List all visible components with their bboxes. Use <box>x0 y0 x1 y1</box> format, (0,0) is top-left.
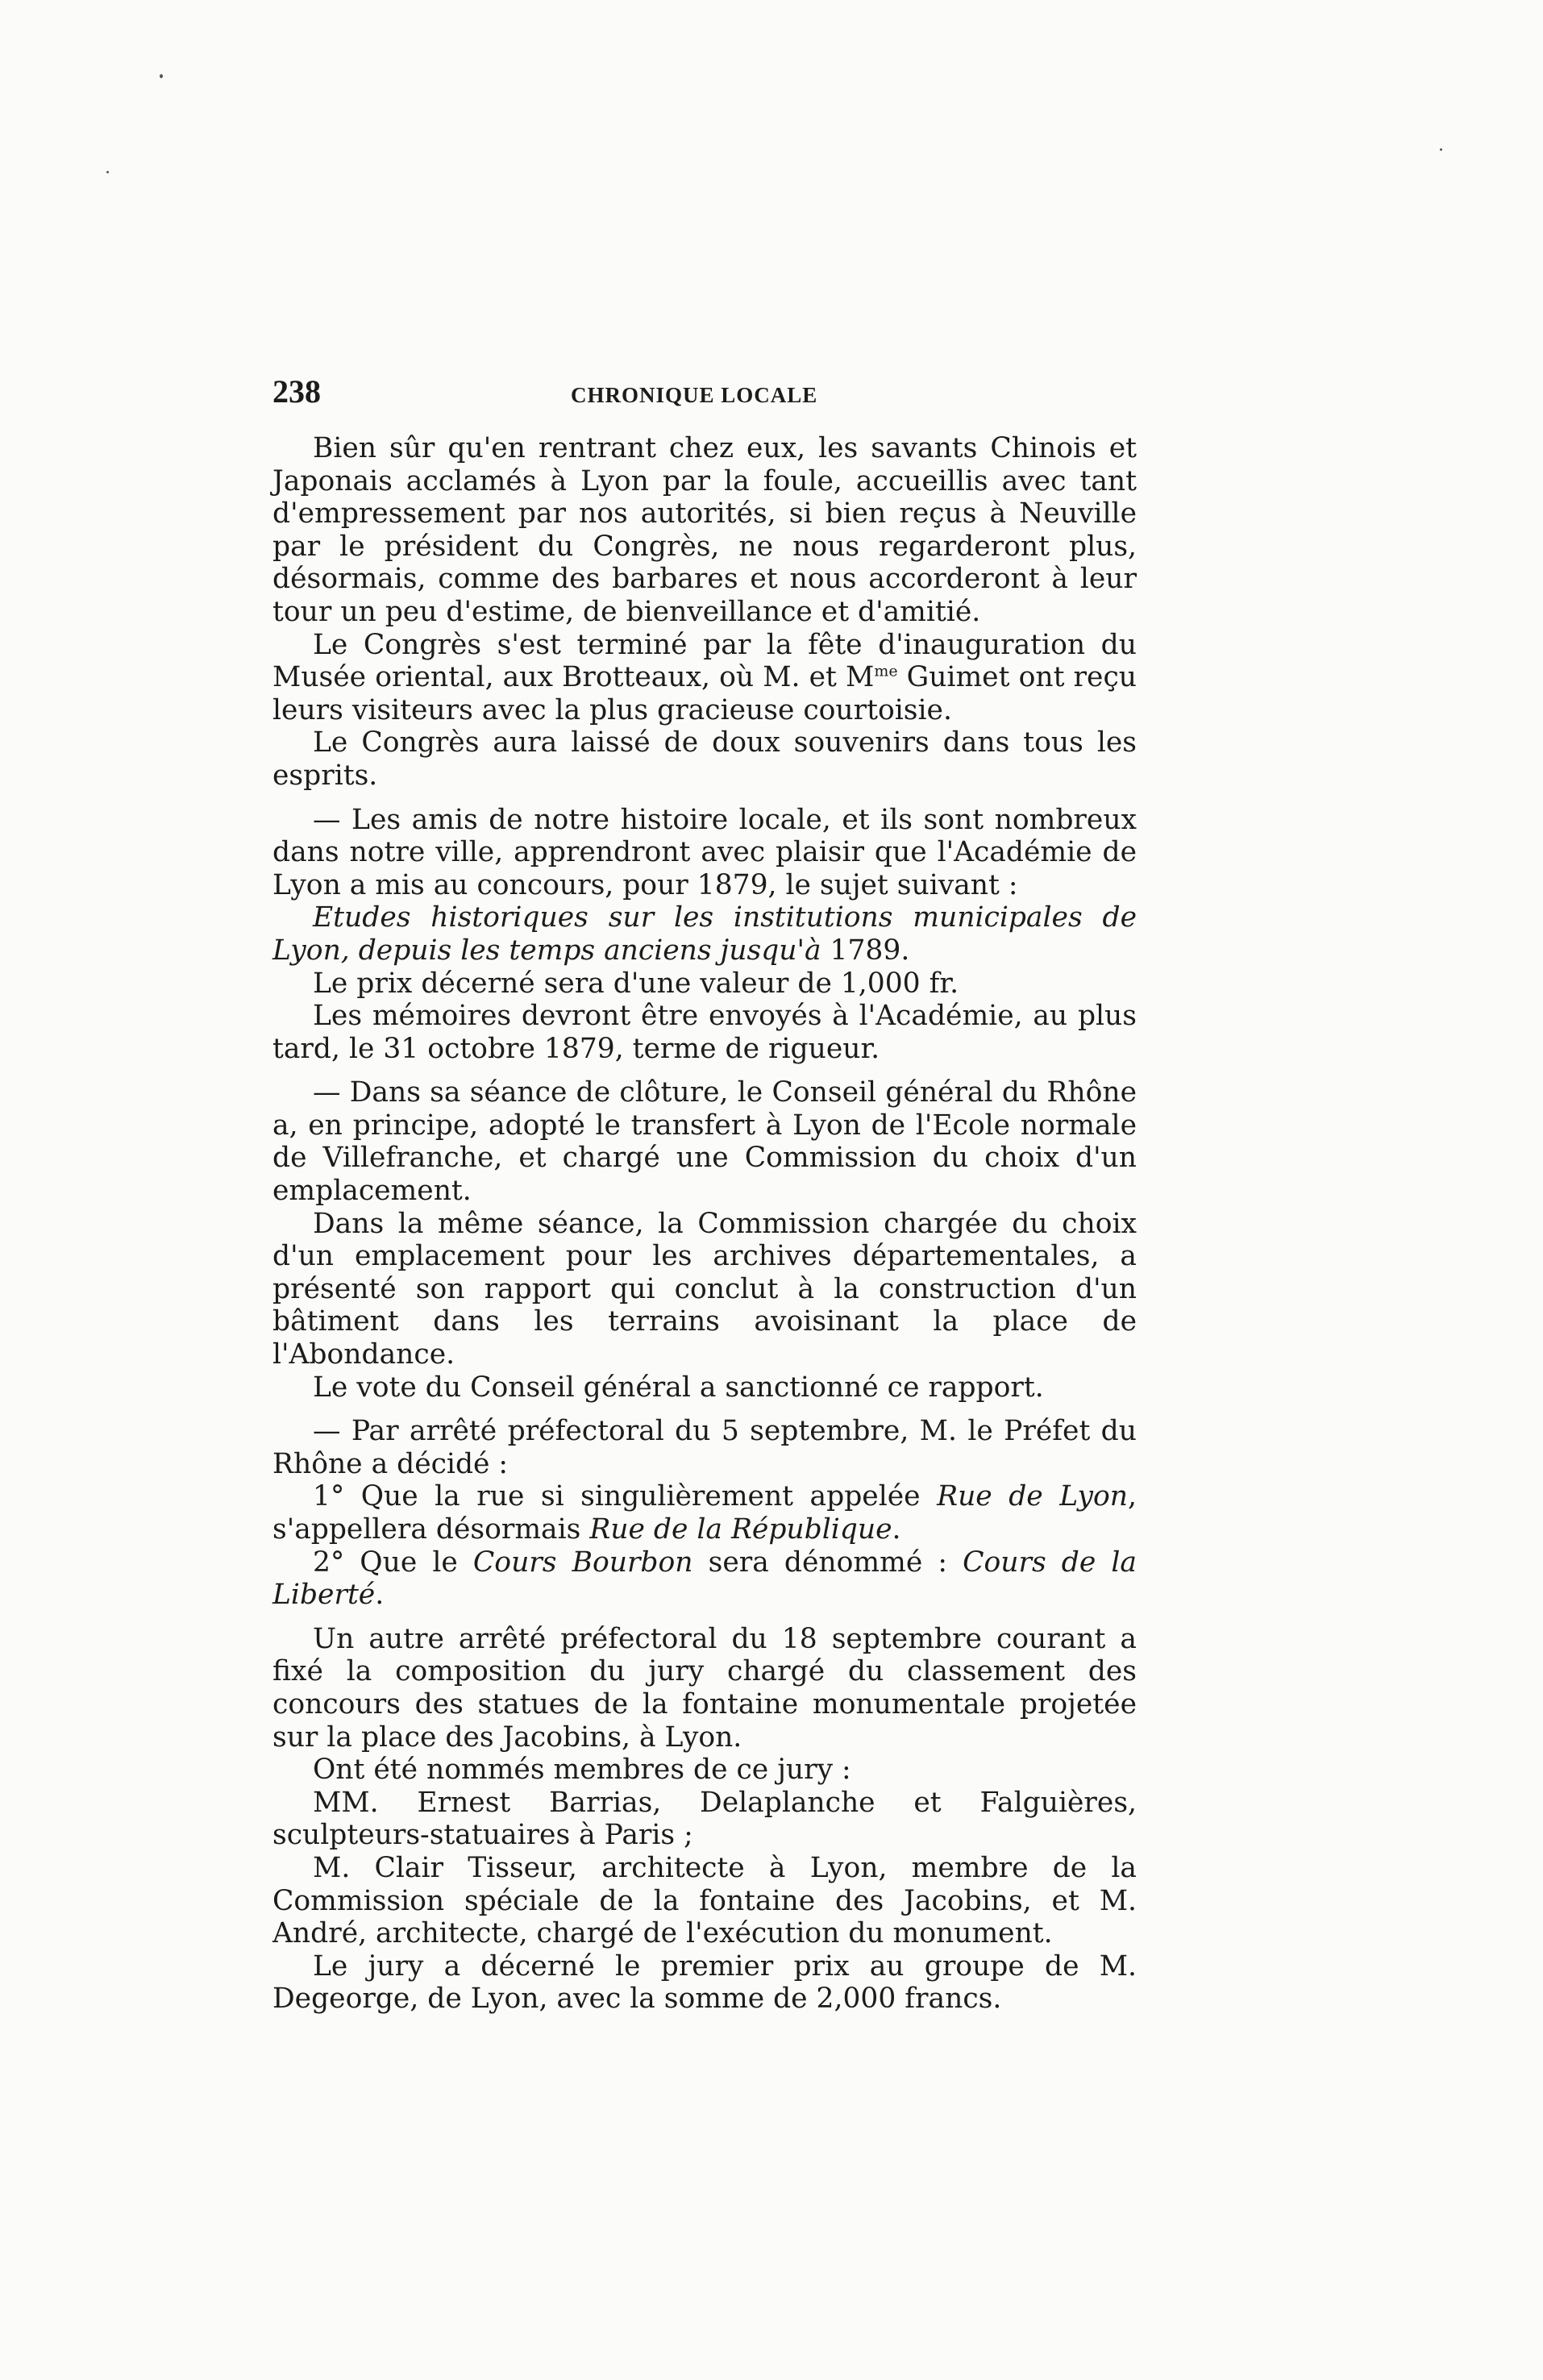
body-text <box>272 432 1137 2016</box>
paragraph-savants: Bien sûr qu'en rentrant chez eux, les savants Chinois et Japonais acclamés à Lyon par la foule, accueillis avec tant d'empressement par nos autorités, si bien reçus à Neuville par le président du Congrès, ne nous regarderont plus, désormais, comme des barbares et nous accorderont à leur tour un peu d'estime, de bienveillance et d'amitié. <box>272 432 1137 628</box>
paragraph-premier-prix: Le jury a décerné le premier prix au groupe de M. Degeorge, de Lyon, avec la somme de 2,000 francs. <box>272 1949 1137 2016</box>
paragraph-prix: Le prix décerné sera d'une valeur de 1,000 fr. <box>313 967 959 1000</box>
paragraph-sculpteurs: MM. Ernest Barrias, Delaplanche et Falguières, sculpteurs-statuaires à Paris ; <box>272 1786 1137 1852</box>
paper-speck <box>1440 148 1442 151</box>
decision-2-degree: ° <box>330 1546 345 1579</box>
paragraph-jury-members-intro: Ont été nommés membres de ce jury : <box>313 1754 851 1787</box>
decision-1-number: 1 <box>313 1480 331 1513</box>
paragraph-decision-2 <box>272 1546 1137 1612</box>
decision-2-text: Que le <box>344 1546 473 1579</box>
decision-2-old-name: Cours Bourbon <box>472 1546 693 1579</box>
concours-title: Etudes historiques sur les institutions municipales de Lyon, depuis les temps anciens jusqu'à <box>272 901 1137 967</box>
musee-text: Le Congrès s'est terminé par la fête d'inauguration du Musée oriental, aux Brotteaux, où M. et M <box>272 628 1137 694</box>
paragraph-archives: Dans la même séance, la Commission chargée du choix d'un emplacement pour les archives départementales, a présenté son rapport qui conclut à la construction d'un bâtiment dans les terrains avoisinant la place de l'Abondance. <box>272 1207 1137 1371</box>
decision-1-old-name: Rue de Lyon <box>937 1480 1129 1513</box>
paragraph-memoires: Les mémoires devront être envoyés à l'Académie, au plus tard, le 31 octobre 1879, terme de rigueur. <box>272 1000 1137 1065</box>
concours-year: 1789. <box>821 934 910 967</box>
page-header <box>272 372 1137 419</box>
paragraph-arrete: — Par arrêté préfectoral du 5 septembre, M. le Préfet du Rhône a décidé : <box>272 1415 1137 1480</box>
paragraph-jury-composition: Un autre arrêté préfectoral du 18 septembre courant a fixé la composition du jury chargé du classement des concours des statues de la fontaine monumentale projetée sur la place des Jacobins, à Lyon. <box>272 1622 1137 1754</box>
paragraph-decision-1 <box>272 1480 1137 1546</box>
decision-1-new-name: Rue de la République <box>589 1513 892 1546</box>
paragraph-conseil-general: — Dans sa séance de clôture, le Conseil général du Rhône a, en principe, adopté le transfert à Lyon de l'Ecole normale de Villefranche, et chargé une Commission du choix d'un emplacement. <box>272 1076 1137 1208</box>
decision-1-end: . <box>892 1513 901 1546</box>
guimet-text: Guimet ont reçu leurs visiteurs avec la plus gracieuse courtoisie. <box>272 661 1137 726</box>
decision-2-number: 2 <box>313 1546 331 1579</box>
paragraph-musee-oriental <box>272 629 1137 727</box>
page-number: 238 <box>272 373 321 410</box>
paper-speck <box>160 74 163 78</box>
madame-superscript: me <box>874 662 898 680</box>
decision-2-end: . <box>375 1579 385 1612</box>
decision-1-degree: ° <box>330 1480 345 1513</box>
paragraph-souvenirs: Le Congrès aura laissé de doux souvenirs dans tous les esprits. <box>272 726 1137 792</box>
paragraph-vote: Le vote du Conseil général a sanctionné ce rapport. <box>313 1371 1044 1404</box>
paragraph-concours-title <box>272 901 1137 967</box>
paragraph-tisseur: M. Clair Tisseur, architecte à Lyon, membre de la Commission spéciale de la fontaine des Jacobins, et M. André, architecte, chargé de l'exécution du monument. <box>272 1851 1137 1950</box>
book-page <box>272 372 1137 2016</box>
decision-2-mid: sera dénommé : <box>692 1546 963 1579</box>
decision-1-text: Que la rue si singulièrement appelée <box>344 1480 938 1513</box>
paragraph-academie: — Les amis de notre histoire locale, et ils sont nombreux dans notre ville, apprendront avec plaisir que l'Académie de Lyon a mis au concours, pour 1879, le sujet suivant : <box>272 803 1137 901</box>
decision-2-new-name: Cours de la Liberté <box>272 1546 1137 1612</box>
running-head: CHRONIQUE LOCALE <box>571 383 818 407</box>
decision-1-mid: , s'appellera désormais <box>272 1480 1137 1546</box>
paper-speck <box>106 171 109 173</box>
